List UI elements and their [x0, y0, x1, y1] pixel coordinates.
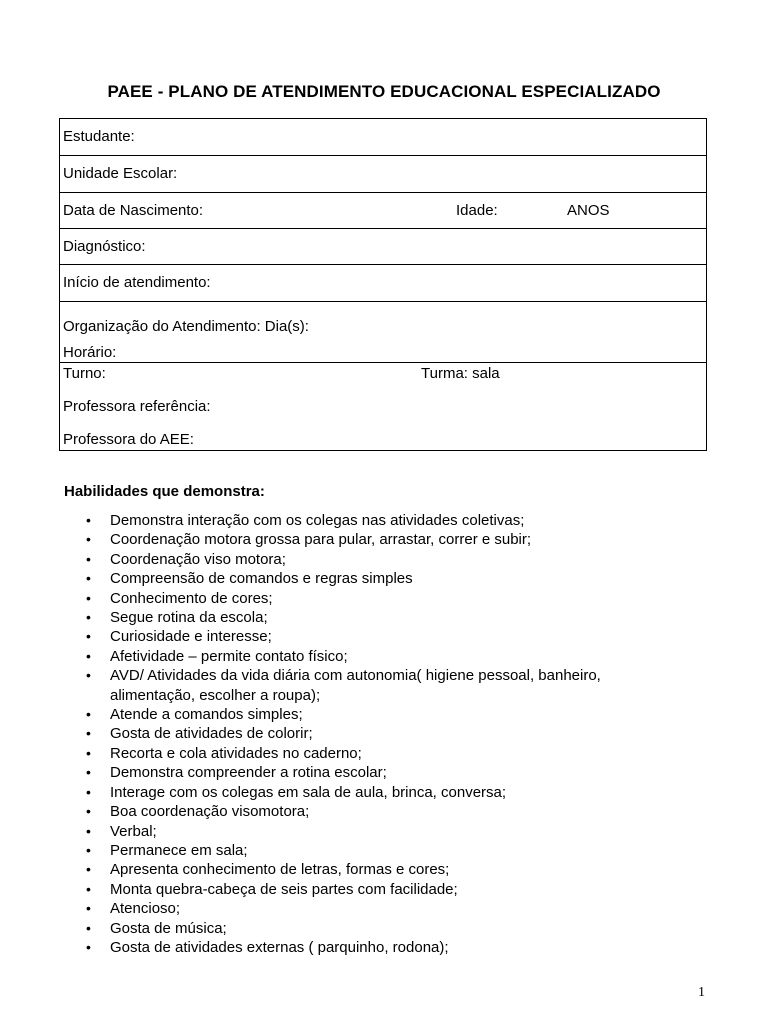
bullet-icon: • — [86, 609, 91, 626]
label-turno: Turno: — [63, 365, 106, 382]
label-unidade-escolar: Unidade Escolar: — [63, 165, 178, 182]
label-diagnostico: Diagnóstico: — [63, 238, 146, 255]
label-inicio-atendimento: Início de atendimento: — [63, 274, 211, 291]
row-diagnostico — [60, 229, 706, 265]
list-item — [0, 938, 768, 957]
list-item — [0, 530, 768, 549]
bullet-icon: • — [86, 841, 91, 858]
bullet-icon: • — [86, 822, 91, 839]
list-item — [0, 647, 768, 666]
section-title-habilidades: Habilidades que demonstra: — [64, 483, 265, 500]
label-turma: Turma: sala — [421, 365, 500, 382]
label-organizacao-atendimento: Organização do Atendimento: Dia(s): — [63, 318, 309, 335]
bullet-icon: • — [86, 919, 91, 936]
list-item-text: Conhecimento de cores; — [110, 589, 273, 607]
list-item — [0, 860, 768, 879]
list-item-text: Gosta de atividades externas ( parquinho, rodona); — [110, 938, 449, 956]
list-item — [0, 666, 768, 705]
list-item — [0, 608, 768, 627]
list-item-text: Atende a comandos simples; — [110, 706, 303, 724]
list-item — [0, 589, 768, 608]
bullet-icon: • — [86, 938, 91, 955]
bullet-icon: • — [86, 550, 91, 567]
list-item — [0, 724, 768, 743]
bullet-icon: • — [86, 900, 91, 917]
row-nascimento — [60, 193, 706, 229]
list-item — [0, 744, 768, 763]
list-item — [0, 627, 768, 646]
bullet-icon: • — [86, 570, 91, 587]
list-item-text: Gosta de atividades de colorir; — [110, 725, 313, 743]
label-idade: Idade: — [456, 202, 498, 219]
bullet-icon: • — [86, 531, 91, 548]
bullet-icon: • — [86, 667, 91, 684]
row-unidade-escolar — [60, 156, 706, 193]
bullet-icon: • — [86, 861, 91, 878]
row-inicio-atendimento — [60, 265, 706, 302]
list-item — [0, 550, 768, 569]
list-item-text: Gosta de música; — [110, 919, 227, 937]
list-item-text: Apresenta conhecimento de letras, formas e cores; — [110, 861, 450, 879]
list-item-text: Compreensão de comandos e regras simples — [110, 570, 413, 588]
list-item-text: Segue rotina da escola; — [110, 609, 268, 627]
list-item-text: Afetividade – permite contato físico; — [110, 647, 348, 665]
list-item-text: Verbal; — [110, 822, 157, 840]
list-item-text: Recorta e cola atividades no caderno; — [110, 744, 362, 762]
list-item-text: Permanece em sala; — [110, 841, 248, 859]
list-item-text: Coordenação motora grossa para pular, arrastar, correr e subir; — [110, 531, 532, 549]
list-item-text: Coordenação viso motora; — [110, 550, 286, 568]
label-estudante: Estudante: — [63, 128, 135, 145]
bullet-icon: • — [86, 744, 91, 761]
list-item-text: Interage com os colegas em sala de aula, brinca, conversa; — [110, 783, 507, 801]
label-anos: ANOS — [567, 202, 610, 219]
bullet-icon: • — [86, 783, 91, 800]
list-item-text: Atencioso; — [110, 900, 181, 918]
bullet-icon: • — [86, 725, 91, 742]
list-item — [0, 899, 768, 918]
list-item — [0, 783, 768, 802]
bullet-icon: • — [86, 589, 91, 606]
student-info-table — [59, 118, 707, 451]
list-item — [0, 763, 768, 782]
bullet-icon: • — [86, 647, 91, 664]
list-item — [0, 569, 768, 588]
list-item-text: Demonstra interação com os colegas nas atividades coletivas; — [110, 512, 525, 529]
list-item-text: Demonstra compreender a rotina escolar; — [110, 764, 387, 782]
skills-list — [0, 511, 768, 957]
label-data-nascimento: Data de Nascimento: — [63, 202, 204, 219]
list-item-text: Boa coordenação visomotora; — [110, 803, 310, 821]
bullet-icon: • — [86, 803, 91, 820]
list-item — [0, 841, 768, 860]
list-item — [0, 880, 768, 899]
bullet-icon: • — [86, 706, 91, 723]
list-item-text: Curiosidade e interesse; — [110, 628, 272, 646]
row-turno-professoras — [60, 363, 706, 452]
label-professora-aee: Professora do AEE: — [63, 431, 194, 448]
page-number: 1 — [698, 985, 705, 1000]
list-item — [0, 919, 768, 938]
document-title: PAEE - PLANO DE ATENDIMENTO EDUCACIONAL ESPECIALIZADO — [107, 82, 661, 101]
list-item — [0, 705, 768, 724]
list-item — [0, 511, 768, 530]
list-item-text: Monta quebra-cabeça de seis partes com facilidade; — [110, 880, 458, 898]
list-item — [0, 802, 768, 821]
list-item-text: AVD/ Atividades da vida diária com autonomia( higiene pessoal, banheiro, alimentação, escolher a roupa); — [110, 667, 601, 704]
bullet-icon: • — [86, 628, 91, 645]
list-item — [0, 822, 768, 841]
bullet-icon: • — [86, 880, 91, 897]
label-professora-referencia: Professora referência: — [63, 398, 211, 415]
label-horario: Horário: — [63, 344, 117, 361]
bullet-icon: • — [86, 512, 91, 528]
row-estudante — [60, 119, 706, 156]
bullet-icon: • — [86, 764, 91, 781]
row-organizacao — [60, 302, 706, 363]
